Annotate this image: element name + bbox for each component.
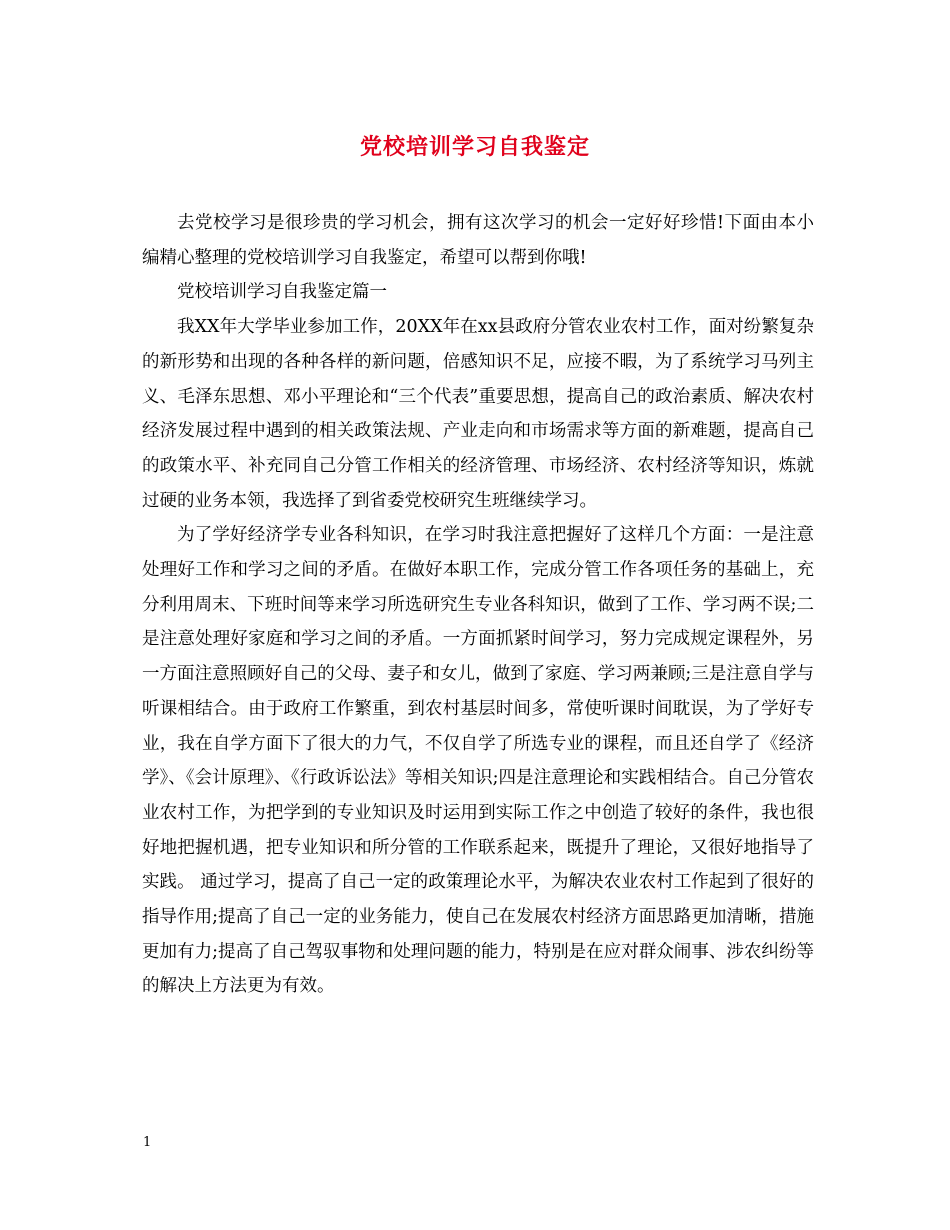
body-paragraph: 为了学好经济学专业各科知识，在学习时我注意把握好了这样几个方面：一是注意处理好工作和学习之间的矛盾。在做好本职工作，完成分管工作各项任务的基础上，充分利用周末、下班时间等来学习所选研究生专业各科知识，做到了工作、学习两不误;二是注意处理好家庭和学习之间的矛盾。一方面抓紧时间学习，努力完成规定课程外，另一方面注意照顾好自己的父母、妻子和女儿，做到了家庭、学习两兼顾;三是注意自学与听课相结合。由于政府工作繁重，到农村基层时间多，常使听课时间耽误，为了学好专业，我在自学方面下了很大的力气，不仅自学了所选专业的课程，而且还自学了《经济学》、《会计原理》、《行政诉讼法》等相关知识;四是注意理论和实践相结合。自己分管农业农村工作，为把学到的专业知识及时运用到实际工作之中创造了较好的条件，我也很好地把握机遇，把专业知识和所分管的工作联系起来，既提升了理论，又很好地指导了实践。 通过学习，提高了自己一定的政策理论水平，为解决农业农村工作起到了很好的指导作用;提高了自己一定的业务能力，使自己在发展农村经济方面思路更加清晰，措施更加有力;提高了自己驾驭事物和处理问题的能力，特别是在应对群众闹事、涉农纠纷等的解决上方法更为有效。 <box>142 525 814 997</box>
page-number: 1 <box>143 1135 152 1150</box>
intro-paragraph: 去党校学习是很珍贵的学习机会，拥有这次学习的机会一定好好珍惜!下面由本小编精心整理的党校培训学习自我鉴定，希望可以帮到你哦! <box>142 213 814 268</box>
section-heading: 党校培训学习自我鉴定篇一 <box>177 282 387 303</box>
document-body <box>142 206 814 1004</box>
document-title: 党校培训学习自我鉴定 <box>359 134 590 160</box>
body-paragraph: 我XX年大学毕业参加工作，20XX年在xx县政府分管农业农村工作，面对纷繁复杂的新形势和出现的各种各样的新问题，倍感知识不足，应接不暇，为了系统学习马列主义、毛泽东思想、邓小平理论和“三个代表”重要思想，提高自己的政治素质、解决农村经济发展过程中遇到的相关政策法规、产业走向和市场需求等方面的新难题，提高自己的政策水平、补充同自己分管工作相关的经济管理、市场经济、农村经济等知识，炼就过硬的业务本领，我选择了到省委党校研究生班继续学习。 <box>142 317 814 511</box>
